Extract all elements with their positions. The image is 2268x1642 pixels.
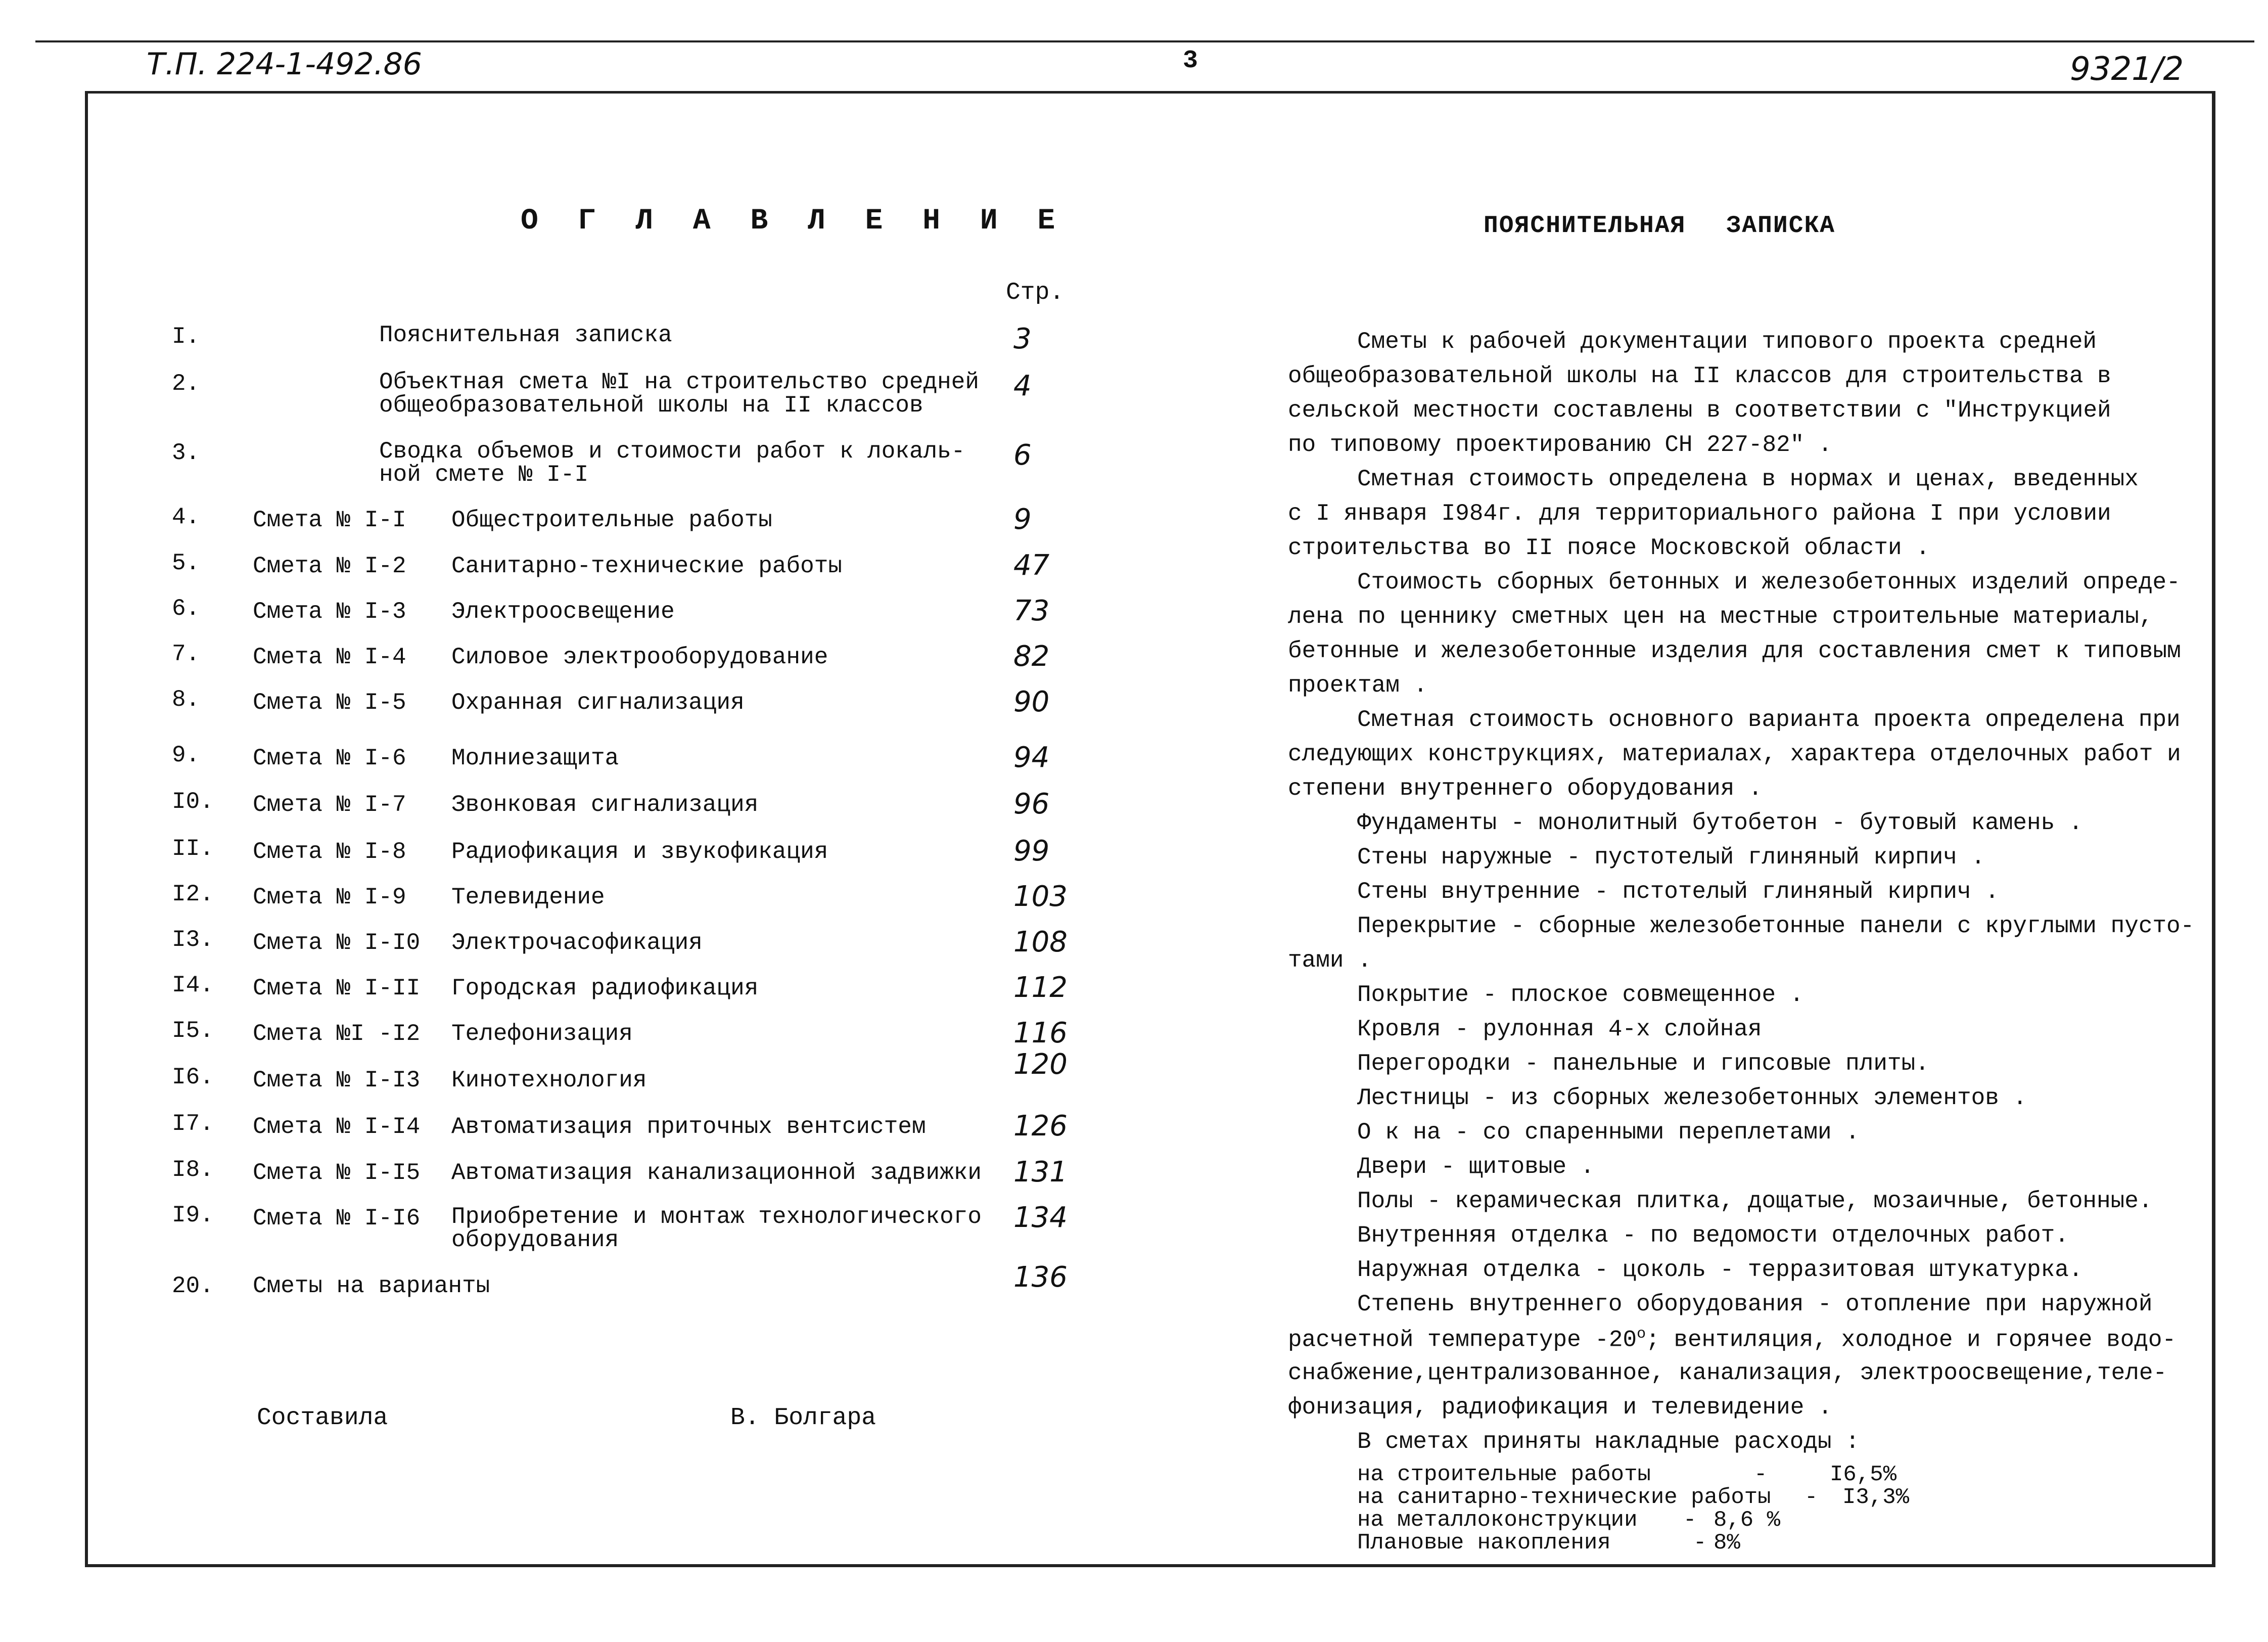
item-number: I5.	[172, 1018, 214, 1044]
contents-item	[0, 687, 1087, 732]
item-number: I9.	[172, 1202, 214, 1228]
item-number: 9.	[172, 742, 200, 768]
contents-item	[0, 1261, 1087, 1318]
note-line: Сметная стоимость определена в нормах и ценах, введенных	[1357, 466, 2139, 492]
contents-item	[0, 1201, 1087, 1253]
contents-item	[0, 881, 1087, 927]
item-page: 126	[1013, 1110, 1068, 1143]
item-page: 6	[1013, 439, 1032, 472]
estimate-code: Смета №I -I2	[253, 1021, 421, 1047]
contents-item	[0, 836, 1087, 881]
contents-item	[0, 1048, 1087, 1110]
contents-item	[0, 972, 1087, 1018]
note-line: Сметная стоимость основного варианта проекта определена при	[1357, 707, 2181, 733]
estimate-code: Смета № I-7	[253, 792, 406, 818]
item-page: 116	[1013, 1017, 1068, 1050]
contents-item	[0, 369, 1087, 419]
overhead-value: I3,3%	[1842, 1485, 1910, 1510]
note-line: по типовому проектированию СН 227-82" .	[1288, 432, 1832, 458]
note-line: бетонные и железобетонные изделия для составления смет к типовым	[1288, 638, 2181, 664]
note-line: фонизация, радиофикация и телевидение .	[1288, 1394, 1832, 1421]
overhead-row	[1357, 1485, 1910, 1510]
item-page: 120	[1013, 1048, 1068, 1081]
estimate-title: Молниезащита	[451, 745, 619, 771]
estimate-title: Санитарно-технические работы	[451, 553, 842, 579]
estimate-title: Телевидение	[451, 884, 605, 910]
item-page: 9	[1013, 503, 1032, 536]
item-page: 94	[1013, 741, 1050, 774]
note-line: проектам .	[1288, 672, 1428, 699]
contents-item	[0, 927, 1087, 972]
item-page: 82	[1013, 640, 1050, 673]
contents-item	[0, 596, 1087, 641]
estimate-title: Общестроительные работы	[451, 507, 772, 533]
contents-item	[0, 789, 1087, 834]
item-number: 3.	[172, 440, 200, 466]
note-line: Сметы к рабочей документации типового проекта средней	[1357, 329, 2097, 355]
note-line: Перегородки - панельные и гипсовые плиты.	[1357, 1051, 1929, 1077]
estimate-title: Электроосвещение	[451, 599, 675, 625]
item-number: I2.	[172, 881, 214, 907]
item-number: I7.	[172, 1111, 214, 1137]
estimate-code: Смета № I-8	[253, 839, 406, 865]
item-number: 5.	[172, 550, 200, 576]
estimate-code: Смета № I-5	[253, 690, 406, 716]
estimate-title: Автоматизация канализационной задвижки	[451, 1160, 982, 1186]
note-line: расчетной температуре $-20^о$; вентиляция, холодное и горячее водо-	[1288, 1326, 2177, 1353]
document-code: Т.П. 224-1-492.86	[147, 47, 422, 82]
estimate-title: Электрочасофикация	[451, 930, 703, 956]
estimate-code: Смета № I-9	[253, 884, 406, 910]
contents-item	[0, 1111, 1087, 1156]
item-page: 131	[1013, 1156, 1068, 1189]
estimate-code: Смета № I-I0	[253, 930, 421, 956]
overhead-row	[1357, 1508, 1781, 1533]
estimate-code: Смета № I-6	[253, 745, 406, 771]
note-line: Стоимость сборных бетонных и железобетонных изделий опреде-	[1357, 569, 2181, 596]
note-line: Внутренняя отделка - по ведомости отделочных работ.	[1357, 1222, 2069, 1249]
item-number: I4.	[172, 972, 214, 998]
item-page: 96	[1013, 788, 1050, 820]
contents-item	[0, 438, 1087, 488]
estimate-title: Телефонизация	[451, 1021, 633, 1047]
contents-item	[0, 324, 1087, 369]
note-line: тами .	[1288, 947, 1372, 974]
note-line: Покрытие - плоское совмещенное .	[1357, 982, 1804, 1008]
item-number: 7.	[172, 641, 200, 667]
note-line: Двери - щитовые .	[1357, 1154, 1595, 1180]
note-line: с I января I984г. для территориального района I при условии	[1288, 500, 2111, 527]
note-line: общеобразовательной школы на II классов для строительства в	[1288, 363, 2111, 389]
item-number: I0.	[172, 789, 214, 815]
estimate-code: Смета № I-4	[253, 644, 406, 670]
note-line: Фундаменты - монолитный бутобетон - бутовый камень .	[1357, 810, 2083, 836]
overhead-sep: -	[1804, 1485, 1818, 1510]
contents-item	[0, 641, 1087, 687]
overhead-value: 8,6 %	[1714, 1508, 1781, 1533]
note-line: В сметах приняты накладные расходы :	[1357, 1429, 1860, 1455]
overhead-row	[1357, 1530, 1740, 1556]
note-line: Стены наружные - пустотелый глиняный кирпич .	[1357, 844, 1985, 871]
contents-item	[0, 504, 1087, 550]
degree-mark: о	[1637, 1326, 1646, 1343]
note-line: Наружная отделка - цоколь - терразитовая штукатурка.	[1357, 1257, 2083, 1283]
item-number: I3.	[172, 927, 214, 953]
overhead-sep: -	[1754, 1462, 1768, 1487]
overhead-value: I6,5%	[1830, 1462, 1897, 1487]
overhead-label: на металлоконструкции	[1357, 1508, 1638, 1533]
item-page: 3	[1013, 323, 1032, 355]
note-line: Степень внутреннего оборудования - отопление при наружной	[1357, 1291, 2153, 1317]
estimate-title: Приобретение и монтаж технологического оборудования	[451, 1204, 982, 1253]
item-number: 2.	[172, 371, 200, 397]
estimate-title: Силовое электрооборудование	[451, 644, 828, 670]
item-number: 8.	[172, 687, 200, 713]
note-line: степени внутреннего оборудования .	[1288, 776, 1763, 802]
compiled-by-name: В. Болгара	[730, 1404, 876, 1432]
item-number: I6.	[172, 1064, 214, 1090]
contents-item	[0, 550, 1087, 596]
item-page: 134	[1013, 1201, 1068, 1234]
note-line: Кровля - рулонная 4-х слойная	[1357, 1016, 1762, 1042]
overhead-label: на санитарно-технические работы	[1357, 1485, 1771, 1510]
item-page: 103	[1013, 880, 1068, 913]
note-line: следующих конструкциях, материалах, характера отделочных работ и	[1288, 741, 2181, 767]
note-line: Перекрытие - сборные железобетонные панели с круглыми пусто-	[1357, 913, 2195, 939]
contents-page-column-header: Стр.	[1006, 279, 1064, 306]
overhead-row	[1357, 1462, 1897, 1487]
item-number: 4.	[172, 504, 200, 530]
item-page: 108	[1013, 926, 1068, 959]
estimate-code: Смета № I-I	[253, 507, 406, 533]
note-line: Полы - керамическая плитка, дощатые, мозаичные, бетонные.	[1357, 1188, 2153, 1214]
estimate-code: Смета № I-I5	[253, 1160, 421, 1186]
overhead-sep: -	[1693, 1530, 1707, 1556]
sheet-number: 9321/2	[2070, 51, 2184, 88]
note-line: строительства во II поясе Московской области .	[1288, 535, 1930, 561]
estimate-code: Смета № I-II	[253, 975, 421, 1001]
note-title: ПОЯСНИТЕЛЬНАЯ ЗАПИСКА	[1484, 212, 1836, 240]
estimate-title: Звонковая сигнализация	[451, 792, 759, 818]
note-line: лена по ценнику сметных цен на местные строительные материалы,	[1288, 604, 2153, 630]
estimate-code: Смета № I-I6	[253, 1205, 421, 1232]
overhead-value: 8%	[1714, 1530, 1740, 1556]
item-title: Сводка объемов и стоимости работ к локаль- ной смете № I-I	[379, 438, 965, 488]
overhead-sep: -	[1683, 1508, 1697, 1533]
item-number: 20.	[172, 1273, 214, 1299]
note-line: Стены внутренние - пстотелый глиняный кирпич .	[1357, 879, 1999, 905]
item-number: I8.	[172, 1157, 214, 1183]
item-title: Объектная смета №I на строительство средней общеобразовательной школы на II классов	[379, 369, 979, 419]
estimate-title: Автоматизация приточных вентсистем	[451, 1114, 926, 1140]
estimate-title: Кинотехнология	[451, 1067, 647, 1093]
item-page: 112	[1013, 971, 1068, 1004]
contents-item	[0, 1157, 1087, 1202]
item-number: I.	[172, 324, 200, 350]
top-rule	[35, 40, 2254, 42]
item-page: 99	[1013, 835, 1050, 868]
estimate-title: Городская радиофикация	[451, 975, 759, 1001]
estimate-code: Смета № I-3	[253, 599, 406, 625]
note-line: снабжение,централизованное, канализация, электроосвещение,теле-	[1288, 1360, 2167, 1386]
note-line: О к на - со спаренными переплетами .	[1357, 1119, 1860, 1146]
contents-item	[0, 742, 1087, 788]
item-title: Пояснительная записка	[379, 322, 672, 348]
contents-title: О Г Л А В Л Е Н И Е	[521, 205, 1067, 238]
note-line: сельской местности составлены в соответствии с "Инструкцией	[1288, 397, 2111, 424]
overhead-label: Плановые накопления	[1357, 1530, 1611, 1556]
item-page: 90	[1013, 686, 1050, 718]
item-page: 47	[1013, 549, 1050, 582]
item-page: 4	[1013, 370, 1032, 402]
estimate-title: Радиофикация и звукофикация	[451, 839, 828, 865]
note-line: Лестницы - из сборных железобетонных элементов .	[1357, 1085, 2027, 1111]
contents-item	[0, 1018, 1087, 1063]
estimate-code: Смета № I-I4	[253, 1114, 421, 1140]
estimate-code: Смета № I-2	[253, 553, 406, 579]
item-title: Сметы на варианты	[253, 1273, 490, 1299]
item-number: 6.	[172, 596, 200, 622]
page-number: 3	[1183, 47, 1198, 75]
estimate-title: Охранная сигнализация	[451, 690, 745, 716]
estimate-code: Смета № I-I3	[253, 1067, 421, 1093]
compiled-by-label: Составила	[257, 1404, 388, 1432]
item-page: 136	[1013, 1261, 1068, 1294]
overhead-label: на строительные работы	[1357, 1462, 1651, 1487]
item-page: 73	[1013, 595, 1050, 627]
item-number: II.	[172, 836, 214, 862]
